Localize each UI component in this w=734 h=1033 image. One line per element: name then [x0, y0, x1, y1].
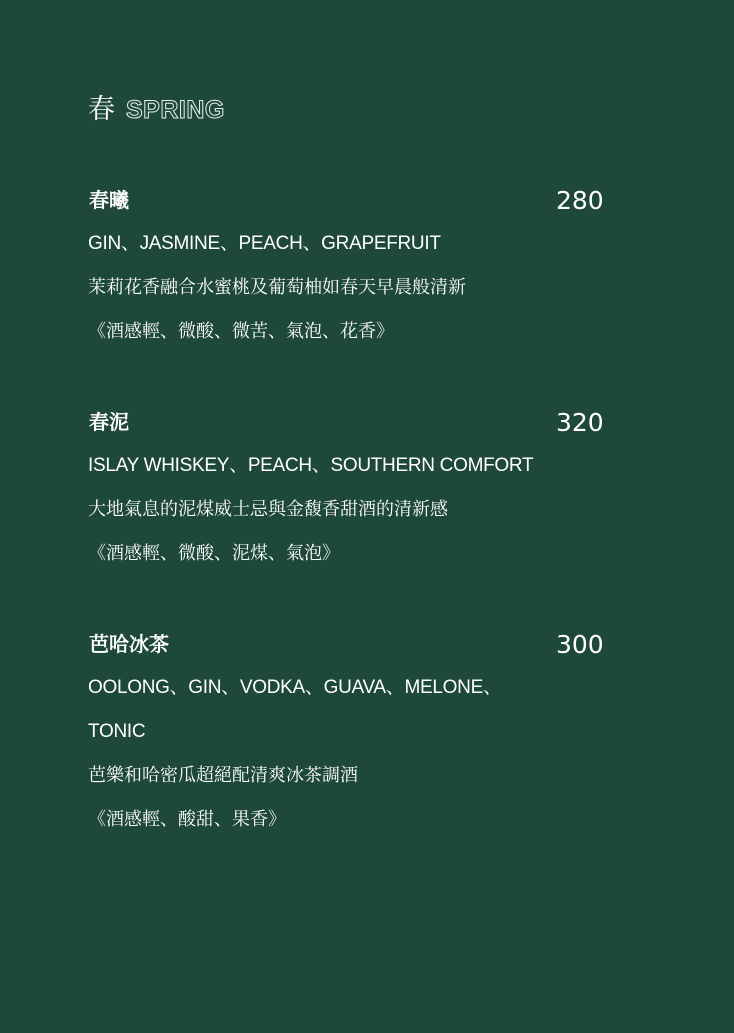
drink-price: 280 — [556, 186, 604, 215]
drink-ingredients: ISLAY WHISKEY、PEACH、SOUTHERN COMFORT — [88, 455, 534, 476]
section-title — [88, 90, 225, 130]
section-title-cjk: 春 — [88, 94, 116, 125]
drink-tasting-notes: 《酒感輕、酸甜、果香》 — [88, 809, 286, 830]
drink-tasting-notes: 《酒感輕、微酸、泥煤、氣泡》 — [88, 543, 340, 564]
drink-description: 芭樂和哈密瓜超絕配清爽冰茶調酒 — [88, 765, 358, 786]
drink-tasting-notes: 《酒感輕、微酸、微苦、氣泡、花香》 — [88, 321, 394, 342]
drink-name: 春曦 — [89, 188, 129, 212]
drink-ingredients: GIN、JASMINE、PEACH、GRAPEFRUIT — [88, 233, 441, 254]
drink-price: 300 — [556, 630, 604, 659]
drink-name: 春泥 — [89, 410, 129, 434]
drink-description: 茉莉花香融合水蜜桃及葡萄柚如春天早晨般清新 — [88, 277, 466, 298]
drink-ingredients: OOLONG、GIN、VODKA、GUAVA、MELONE、TONIC — [88, 677, 502, 742]
drink-price: 320 — [556, 408, 604, 437]
section-title-en: SPRING — [126, 96, 225, 124]
drink-description: 大地氣息的泥煤威士忌與金馥香甜酒的清新感 — [88, 499, 448, 520]
drink-name: 芭哈冰茶 — [89, 632, 169, 656]
